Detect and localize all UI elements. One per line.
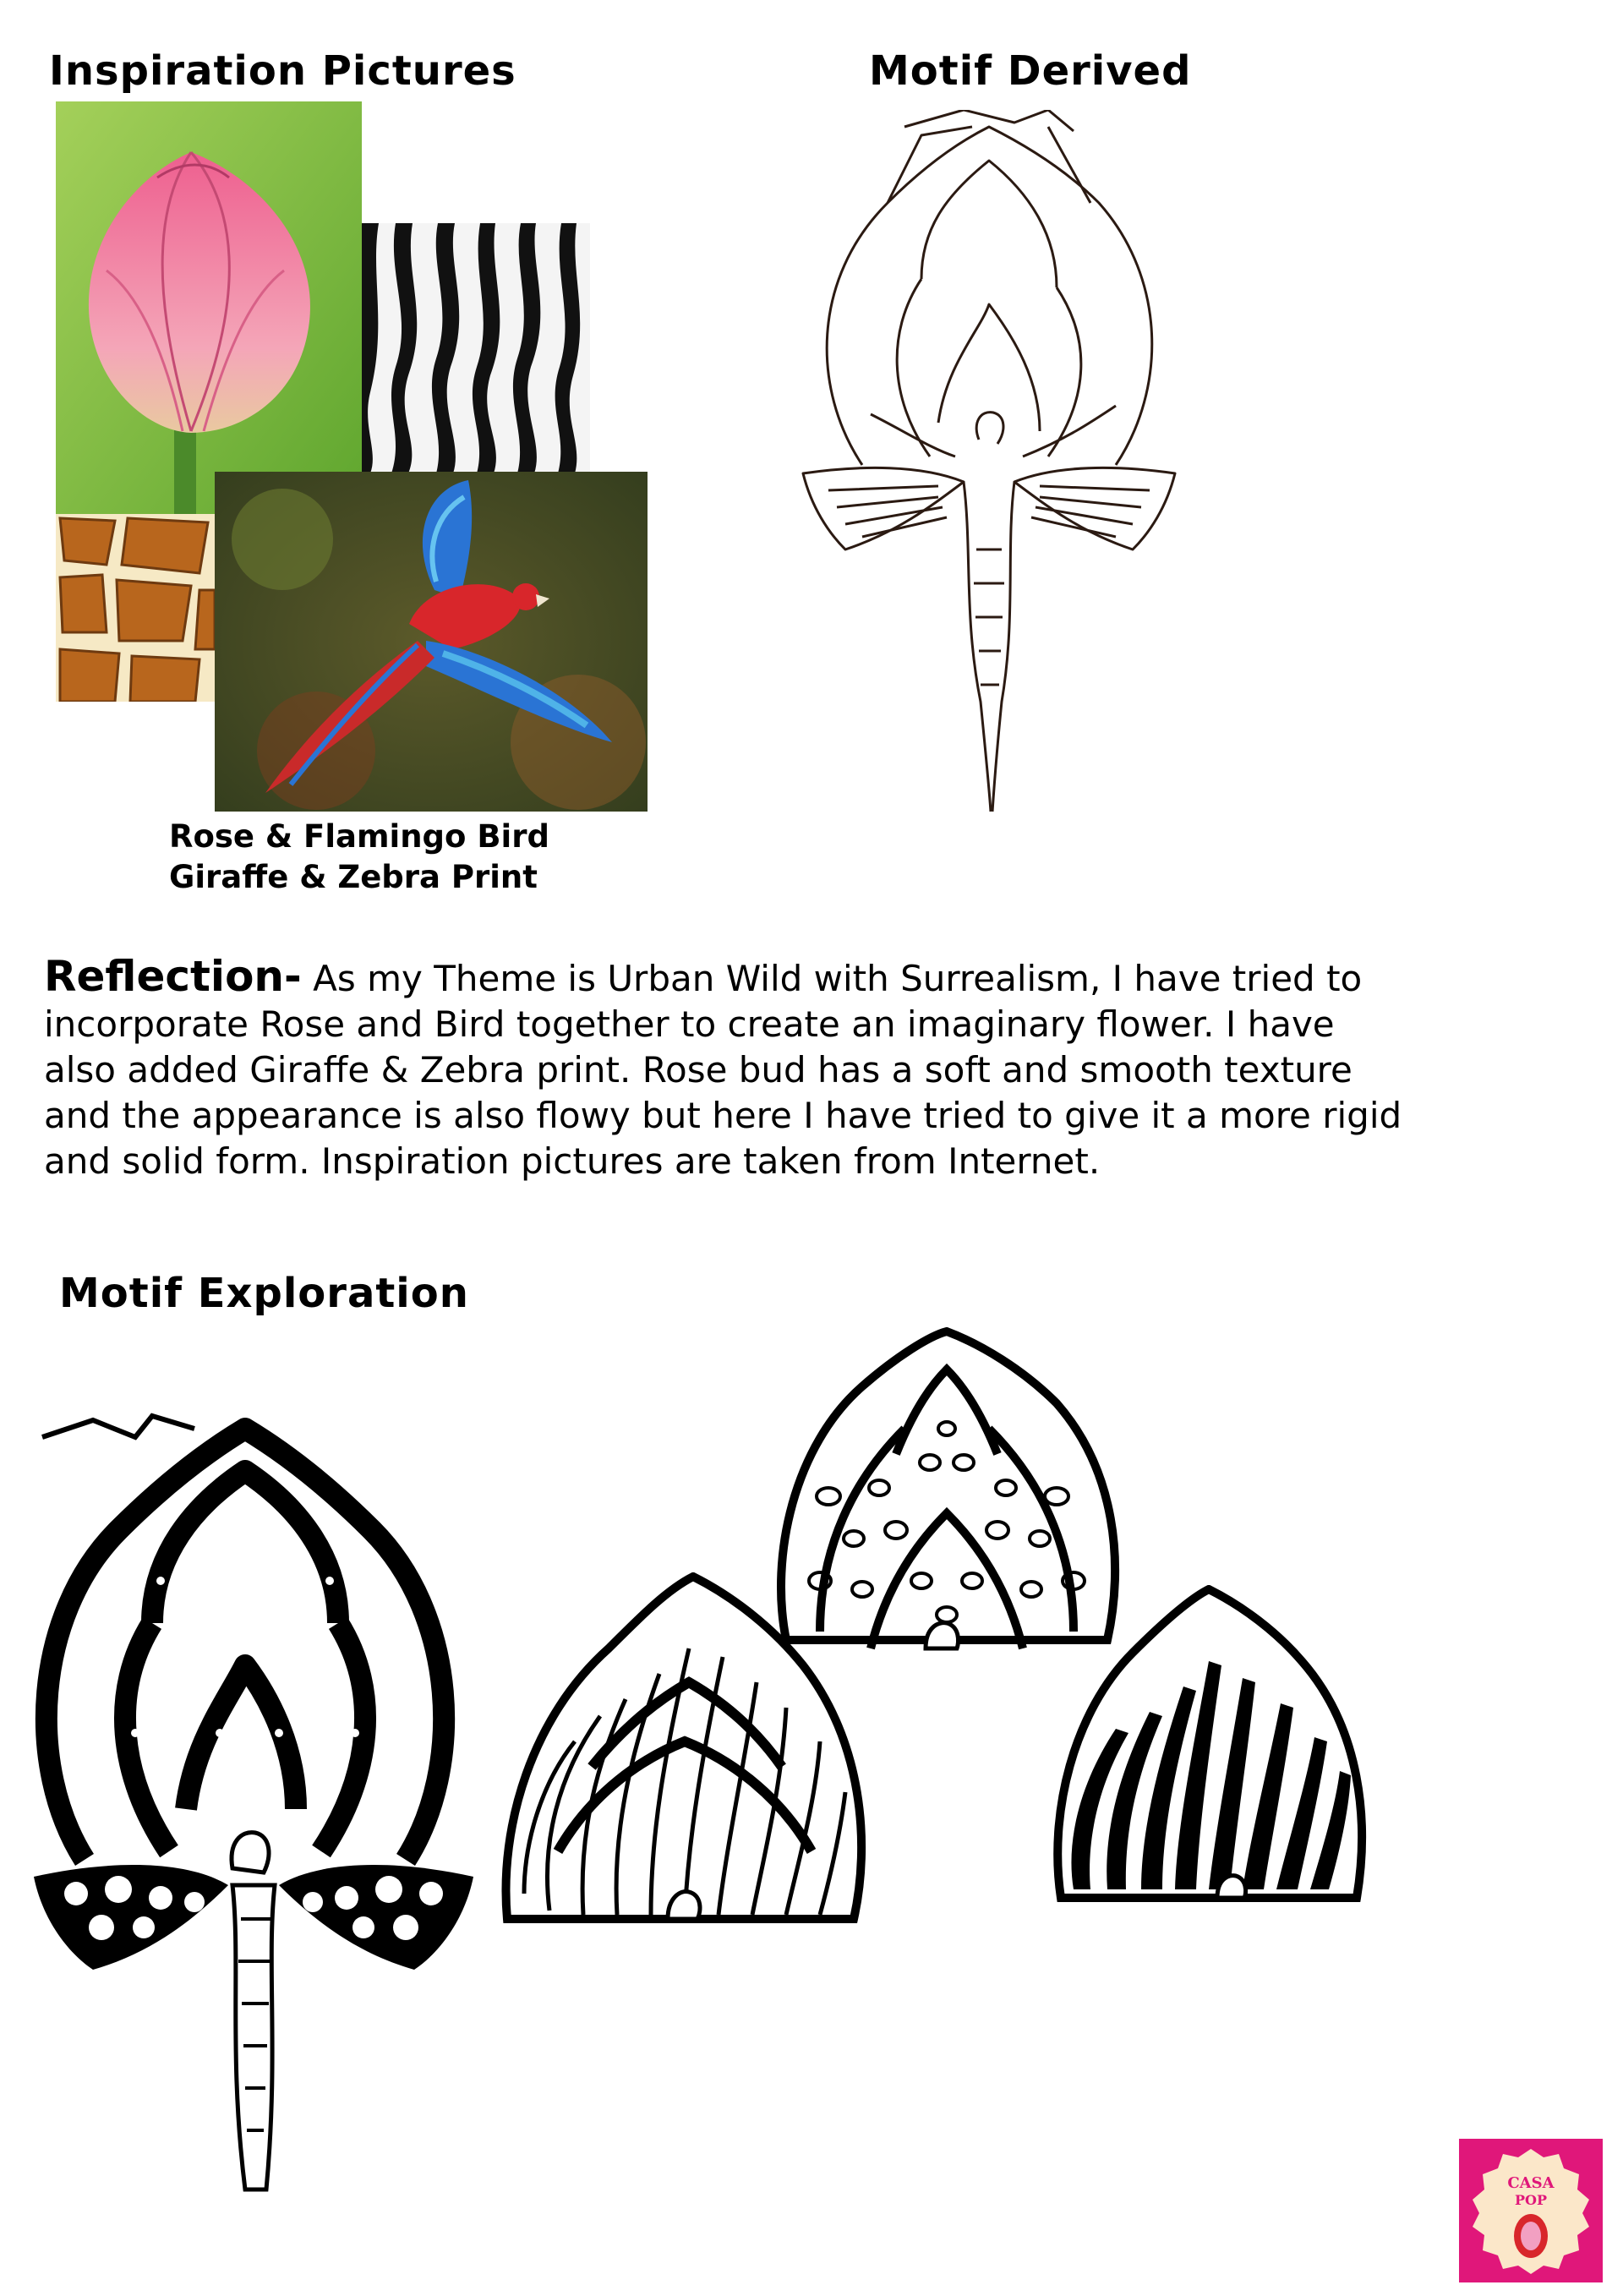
caption-line-2: Giraffe & Zebra Print — [169, 859, 538, 895]
caption-line-1: Rose & Flamingo Bird — [169, 818, 549, 855]
motif-derived-heading: Motif Derived — [869, 47, 1192, 95]
motif-exploration-heading: Motif Exploration — [59, 1270, 469, 1317]
parrot-photo — [215, 472, 648, 812]
logo-line-2: POP — [1515, 2192, 1547, 2208]
reflection-label: Reflection- — [44, 952, 302, 1001]
inspiration-heading: Inspiration Pictures — [49, 47, 516, 95]
giraffe-print-photo — [56, 514, 215, 702]
logo-line-1: CASA — [1507, 2174, 1555, 2192]
casa-pop-logo-icon — [1459, 2139, 1603, 2282]
lotus-photo — [56, 101, 362, 514]
zebra-print-photo — [362, 223, 590, 473]
motif-derived-drawing — [795, 110, 1183, 820]
exploration-giraffe-motif — [25, 1412, 482, 2198]
inspiration-caption — [169, 817, 549, 898]
exploration-zebra-bud — [1048, 1585, 1369, 1906]
reflection-text: As my Theme is Urban Wild with Surrealism, I have tried to incorporate Rose and Bird together to create an imaginary flower. I have also added Giraffe & Zebra print. Rose bud has a soft and smooth texture and the appearance is also flowy but here I have tried to give it a more rigid and solid form. Inspiration pictures are taken from Internet. — [44, 958, 1402, 1182]
reflection-paragraph — [44, 954, 1413, 1184]
